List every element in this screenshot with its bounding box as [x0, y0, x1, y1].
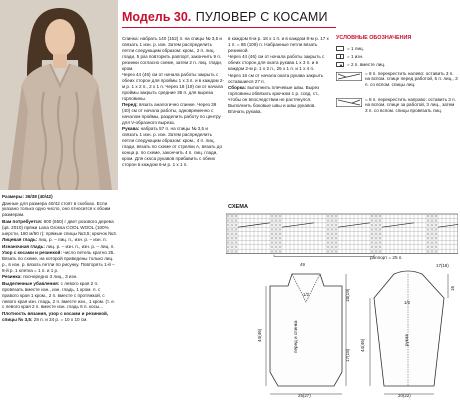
model-number: Модель 30.: [122, 10, 192, 24]
text-column-1: [2, 194, 118, 402]
text-column-2: [122, 36, 224, 402]
rapport-bracket: [274, 255, 374, 257]
knit-symbol-icon: [336, 46, 344, 51]
legend: УСЛОВНЫЕ ОБОЗНАЧЕНИЯ = 1 лиц. = 1 изн. = 2 п. вместе лиц. = 8 п. перекрестить налево: оставить 3 п. на вспом. спице перед работой, 5 п. лиц., 3 п. со вспом. спицы лиц. = 8 п. перекрестить направо: оставить 3 п. на вспом. спице за работой, 3 лиц., затем 3 п. со вспом. спицы провязать лиц.: [336, 35, 458, 113]
sizes-text: Данные для размера 40/42 стоят в скобках. Если указано только одно число, оно относится к обоим размерам.: [2, 200, 111, 218]
front-back-body-height: 44(46): [257, 328, 262, 342]
model-photo: [0, 0, 118, 190]
assembly-heading: Сборка:: [228, 85, 247, 91]
sleeve-bottom-width: 20(22): [398, 393, 411, 398]
armhole-text: Через 44 (46) см от начала работы закрыть с обеих сторон для проймы 1 х 3 п. и в каждом 2-м р. 1 х 2 п., 2 х 1 п. Через 18 (19) см от начала проймы закрыть средние 38 п. для выреза горловины.: [122, 72, 224, 101]
cable-pattern-heading: Узор с косами и резинкой:: [2, 250, 62, 256]
cable-pattern-text: число петель кратно 25. Вязать по схеме, на которой приведены только лиц. р., в изн. р. вязать петли по рисунку. Повторять 1-й – 8-й р. 1 клетка = 1 п. и 1 р.: [2, 250, 115, 273]
sleeve-increase-text: в каждом 6-м р. 18 х 1 п. и в каждом 8-м р. 17 х 1 п. = 85 (109) п. Набранные петли вязать резинкой.: [228, 36, 329, 53]
sleeve-cap-text: Через 44 (46) см от начала работы закрыть с обеих сторон для оката рукава 1 х 3 п. и в каждом 2-м р. 1 х 2 п., 25 х 1 п. и 1 х 4 п.: [228, 54, 325, 72]
density-heading: Плотность вязания, узор с косами и резинкой, спицы № 3,5:: [2, 310, 109, 322]
front-back-label: перед и спинка: [293, 320, 298, 354]
sizes-heading: Размеры: 36/38 (40/42): [2, 194, 53, 199]
model-name: ПУЛОВЕР С КОСАМИ: [195, 10, 328, 24]
materials-text: 600 (650) г двет розового дерева (цв. 2010) пряжи Lana Grossa COOL WOOL (100% шерсти, 160 м/50 г); прямые спицы №3,5; крючок №3.: [2, 218, 117, 236]
sleeve-label: рукав: [404, 334, 409, 346]
assembly-text: выполнить плечевые швы. Вырез горловины обвязать крючком 1 р. ссвд. ст., чтобы он впоследствии не растянулся. Выполнить боковые швы и швы рукавов. Втачать рукава.: [228, 85, 320, 114]
rib-text: поочередно 3 лиц., 3 изн.: [23, 274, 78, 280]
decrease-heading: Выделенные убавления:: [2, 280, 60, 286]
legend-title: УСЛОВНЫЕ ОБОЗНАЧЕНИЯ: [336, 35, 412, 41]
text-column-3: [228, 36, 330, 201]
density-text: 28 п. и 34 р. = 10 х 10 см.: [33, 316, 88, 322]
wrong-stitch-text: лиц. р. – изн. п., изн. р. – лиц. п.: [46, 243, 115, 249]
schema-title: СХЕМА: [228, 204, 248, 210]
title-rule: [122, 27, 336, 28]
front-heading: Перед:: [122, 102, 138, 108]
front-back-fraction: 1/2: [303, 292, 310, 297]
face-stitch-heading: Лицевая гладь:: [2, 237, 38, 243]
k2tog-symbol-icon: [336, 62, 344, 67]
sleeve-top-width: 17(18): [436, 263, 449, 268]
rapport-label: раппорт = 25 п.: [370, 255, 403, 260]
face-stitch-text: лиц. р. – лиц. п., изн. р. – изн. п.: [38, 237, 107, 243]
purl-symbol-icon: [336, 54, 344, 59]
materials-heading: Вам потребуется:: [2, 218, 43, 224]
sleeve-end-text: Через 16 см от начала оката рукава закрыть оставшиеся 27 п.: [228, 72, 324, 84]
front-back-pattern: [262, 268, 350, 400]
decrease-text: с левого края 2 п. провязать вместе изн., изн. гладь, 1 кром. п. с правого края 1 кром., 2 п. вместе с протяжкой, с левого края изн. гладь, 2 п. вместе изн., 1 кром. (т. е. с левого края 2 п. вместе изн. гладь 6 п. косы...: [2, 280, 116, 310]
rib-heading: Резинка:: [2, 274, 22, 280]
sleeve-length: 44(46): [360, 338, 365, 352]
front-back-top-width: 49: [300, 262, 305, 267]
front-back-armhole-height: 18(19): [345, 288, 350, 302]
front-text: вязать аналогично спинке. Через 39 (40) см от начала работы, одновременно с началом проймы, разделить работу по центру для V-образного выреза.: [122, 102, 221, 125]
model-illustration: [0, 0, 118, 190]
wrong-stitch-heading: Изнаночная гладь:: [2, 243, 45, 249]
page-title: [122, 8, 336, 30]
cable-left-symbol-icon: [336, 72, 362, 81]
front-back-side-height: 17(18): [345, 348, 350, 362]
back-text: Спинка: набрать 140 (152) п. на спицы № 3,5 и связать 1 изн. р. изн. Затем распределить петли следующим образом: кром., 2 п. лиц. глади, 5 раз повторить раппорт, закончить 9 п. резинки согласно схеме, затем 2 п. лиц. глади, кром.: [122, 36, 223, 71]
front-back-bottom-width: 25(27): [298, 393, 311, 398]
sleeves-text: набрать 57 п. на спицы № 3,5 и связать 1 изн. р. изн. Затем распределить петли следующим образом: кром., 4 п. лиц. глади, вязать по схеме от стрелки А, вязать до конца р. по схеме, закончить 4 п. лиц. глади, кром. Для скоса рукавов прибавить с обеих сторон в каждом 6-м р. 1 х 1 п.: [122, 126, 223, 167]
sleeve-fraction: 1/2: [404, 300, 411, 305]
sleeve-cap-height: 16: [450, 285, 455, 291]
sleeve-pattern: [364, 268, 454, 400]
sleeves-heading: Рукава:: [122, 126, 140, 132]
knitting-chart: [226, 210, 458, 260]
cable-right-symbol-icon: [336, 98, 362, 107]
